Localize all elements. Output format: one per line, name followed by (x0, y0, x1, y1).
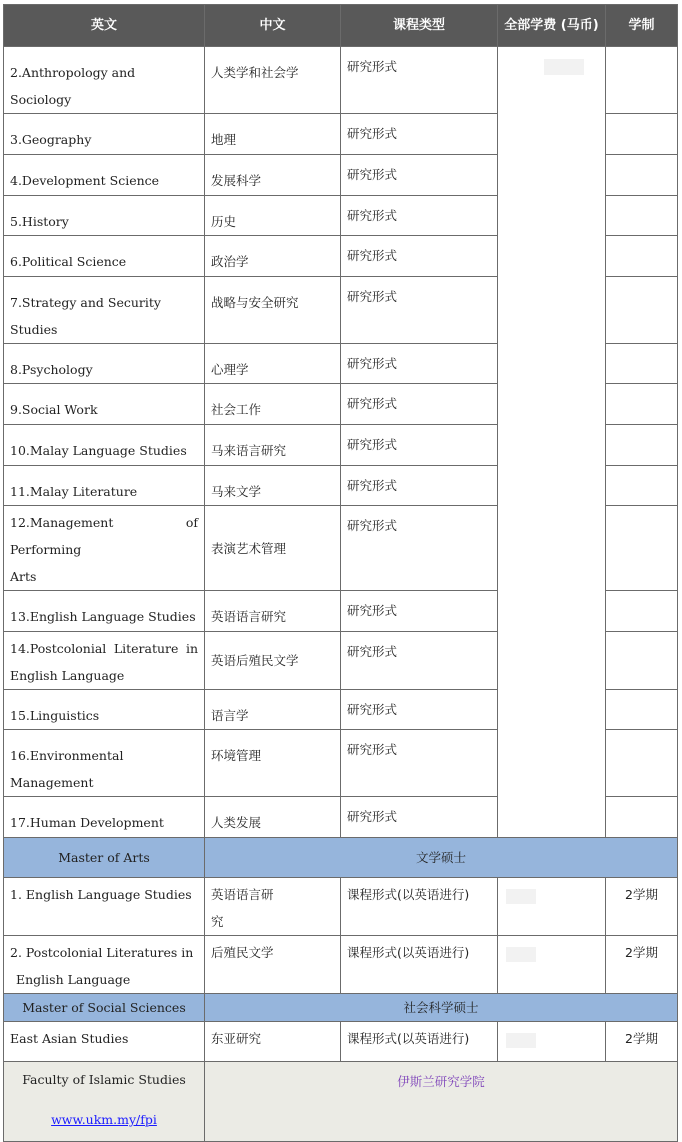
program-name-en (4, 632, 205, 690)
section-band-master-social (4, 994, 678, 1022)
program-name-en: 7.Strategy and Security Studies (4, 277, 205, 344)
program-name-en: 3.Geography (4, 114, 205, 155)
program-name-en: 2. Postcolonial Literatures in English Language (4, 936, 205, 994)
course-type: 研究形式 (341, 155, 498, 196)
duration-cell (606, 690, 678, 730)
section-label-en: Master of Social Sciences (4, 994, 205, 1022)
program-name-zh: 马来语言研究 (205, 425, 341, 466)
course-type: 研究形式 (341, 236, 498, 277)
program-name-zh: 英语后殖民文学 (205, 632, 341, 690)
program-name-en: 1. English Language Studies (4, 878, 205, 936)
program-name-en: 17.Human Development (4, 797, 205, 838)
duration-cell (606, 114, 678, 155)
program-name-zh: 英语语言研究 (205, 591, 341, 632)
program-name-zh: 战略与安全研究 (205, 277, 341, 344)
program-name-zh: 历史 (205, 196, 341, 236)
program-name-en: 2.Anthropology and Sociology (4, 47, 205, 114)
duration-cell (606, 797, 678, 838)
duration-cell (606, 632, 678, 690)
course-type: 研究形式 (341, 344, 498, 384)
duration-cell (606, 506, 678, 591)
duration-cell (606, 591, 678, 632)
header-tuition: 全部学费 (马币) (498, 5, 606, 47)
redacted-fee (506, 889, 536, 904)
duration-cell (606, 196, 678, 236)
faculty-name-zh: 伊斯兰研究学院 (205, 1062, 678, 1142)
duration-cell (606, 425, 678, 466)
program-name-en: East Asian Studies (4, 1022, 205, 1062)
program-name-zh: 地理 (205, 114, 341, 155)
duration-cell: 2学期 (606, 1022, 678, 1062)
course-type: 研究形式 (341, 114, 498, 155)
program-name-en-line1: 12.Management of Performing (10, 515, 198, 557)
program-name-en: 15.Linguistics (4, 690, 205, 730)
course-type: 研究形式 (341, 506, 498, 591)
course-type: 研究形式 (341, 466, 498, 506)
program-name-en: 10.Malay Language Studies (4, 425, 205, 466)
program-name-en: 8.Psychology (4, 344, 205, 384)
program-name-en-line2: English Language (10, 668, 125, 683)
program-name-zh: 表演艺术管理 (205, 506, 341, 591)
program-name-zh: 心理学 (205, 344, 341, 384)
program-name-en: 9.Social Work (4, 384, 205, 425)
program-name-en: 4.Development Science (4, 155, 205, 196)
course-type: 课程形式(以英语进行) (341, 878, 498, 936)
table-row (4, 878, 678, 936)
course-type: 研究形式 (341, 730, 498, 797)
faculty-row (4, 1062, 678, 1142)
course-type: 研究形式 (341, 690, 498, 730)
section-label-zh: 文学硕士 (205, 838, 678, 878)
course-type: 研究形式 (341, 797, 498, 838)
tuition-fee-cell (498, 1022, 606, 1062)
program-name-zh: 东亚研究 (205, 1022, 341, 1062)
tuition-fee-cell (498, 936, 606, 994)
faculty-link[interactable]: www.ukm.my/fpi (51, 1112, 157, 1127)
program-name-en-line1: 14.Postcolonial Literature in (10, 641, 198, 656)
program-name-zh: 社会工作 (205, 384, 341, 425)
faculty-cell (4, 1062, 205, 1142)
redacted-fee (506, 947, 536, 962)
duration-cell: 2学期 (606, 878, 678, 936)
program-name-en: 13.English Language Studies (4, 591, 205, 632)
program-name-en: 16.Environmental Management (4, 730, 205, 797)
program-name-zh: 语言学 (205, 690, 341, 730)
duration-cell: 2学期 (606, 936, 678, 994)
tuition-fee-cell (498, 47, 606, 838)
program-name-zh: 环境管理 (205, 730, 341, 797)
duration-cell (606, 47, 678, 114)
duration-cell (606, 466, 678, 506)
section-label-en: Master of Arts (4, 838, 205, 878)
header-chinese: 中文 (205, 5, 341, 47)
program-name-zh: 英语语言研 究 (205, 878, 341, 936)
programs-table (3, 4, 678, 1142)
header-english: 英文 (4, 5, 205, 47)
table-row (4, 1022, 678, 1062)
program-name-en: 5.History (4, 196, 205, 236)
program-name-zh: 人类发展 (205, 797, 341, 838)
duration-cell (606, 344, 678, 384)
table-row (4, 936, 678, 994)
redacted-fee (544, 59, 584, 75)
program-name-en: 6.Political Science (4, 236, 205, 277)
duration-cell (606, 730, 678, 797)
course-type: 研究形式 (341, 196, 498, 236)
header-row (4, 5, 678, 47)
program-name-en (4, 506, 205, 591)
program-name-en: 11.Malay Literature (4, 466, 205, 506)
table-row (4, 47, 678, 114)
course-type: 研究形式 (341, 384, 498, 425)
header-course-type: 课程类型 (341, 5, 498, 47)
section-label-zh: 社会科学硕士 (205, 994, 678, 1022)
duration-cell (606, 236, 678, 277)
tuition-fee-cell (498, 878, 606, 936)
program-name-zh: 政治学 (205, 236, 341, 277)
course-type: 研究形式 (341, 277, 498, 344)
program-name-zh: 人类学和社会学 (205, 47, 341, 114)
course-type: 研究形式 (341, 425, 498, 466)
duration-cell (606, 277, 678, 344)
program-name-zh: 后殖民文学 (205, 936, 341, 994)
duration-cell (606, 155, 678, 196)
redacted-fee (506, 1033, 536, 1048)
course-type: 研究形式 (341, 591, 498, 632)
faculty-name-en: Faculty of Islamic Studies (22, 1072, 186, 1087)
section-band-master-arts (4, 838, 678, 878)
program-name-zh: 马来文学 (205, 466, 341, 506)
program-name-en-line2: Arts (10, 569, 37, 584)
program-name-zh: 发展科学 (205, 155, 341, 196)
course-type: 课程形式(以英语进行) (341, 1022, 498, 1062)
duration-cell (606, 384, 678, 425)
course-type: 研究形式 (341, 47, 498, 114)
header-duration: 学制 (606, 5, 678, 47)
course-type: 课程形式(以英语进行) (341, 936, 498, 994)
course-type: 研究形式 (341, 632, 498, 690)
